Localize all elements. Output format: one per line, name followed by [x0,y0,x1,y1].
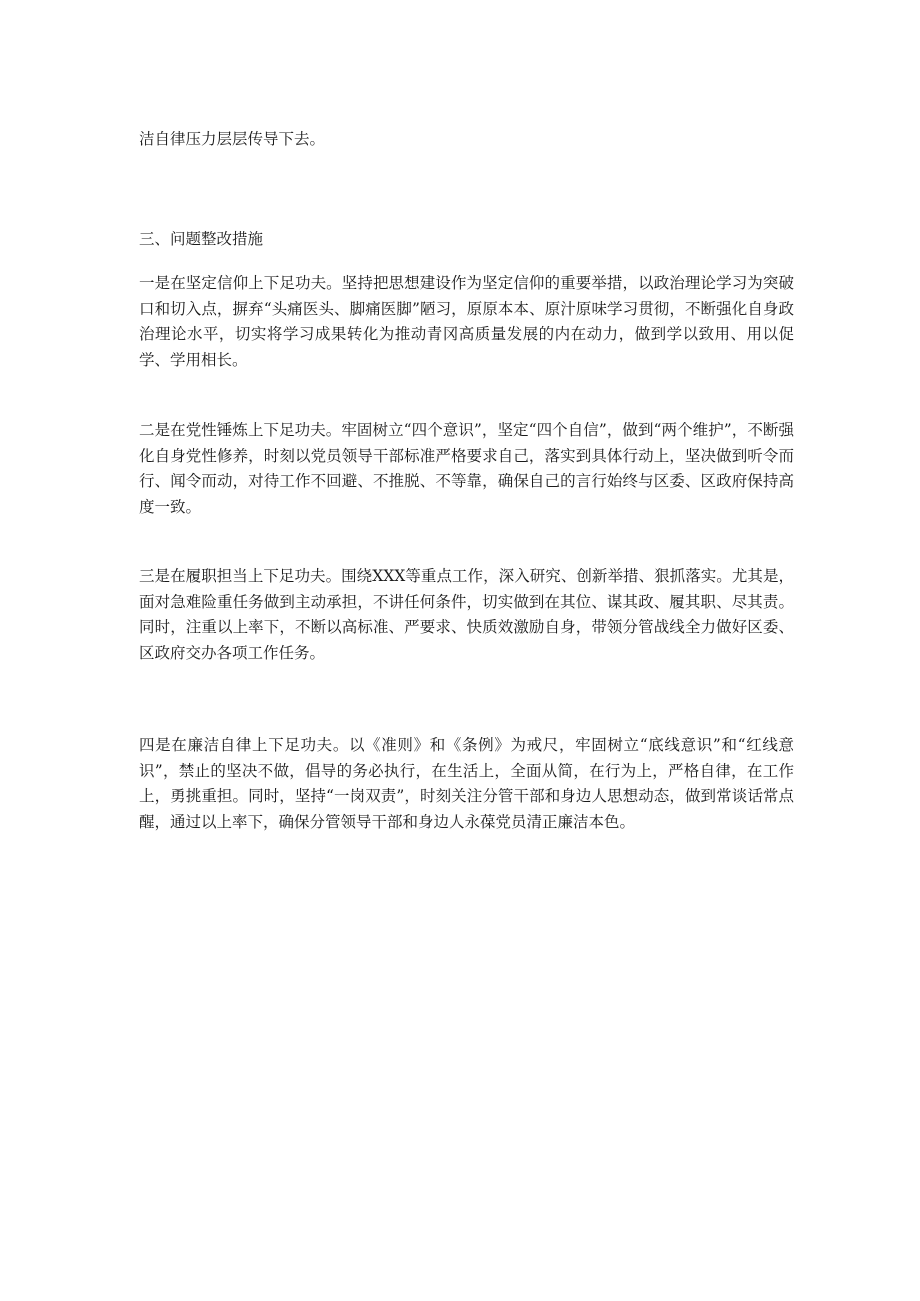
continuation-text: 洁自律压力层层传导下去。 [139,130,326,148]
section-heading: 三、问题整改措施 [139,230,264,248]
paragraph-3: 三是在履职担当上下足功夫。围绕XXX等重点工作，深入研究、创新举措、狠抓落实。尤其是，面对急难险重任务做到主动承担，不讲任何条件，切实做到在其位、谋其政、履其职、尽其责。同时，注重以上率下，不断以高标准、严要求、快质效激励自身，带领分管战线全力做好区委、区政府交办各项工作任务。 [139,567,794,662]
paragraph-4: 四是在廉洁自律上下足功夫。以《准则》和《条例》为戒尺，牢固树立“底线意识”和“红线意识”，禁止的坚决不做，倡导的务必执行，在生活上，全面从简，在行为上，严格自律，在工作上，勇挑重担。同时，坚持“一岗双责”，时刻关注分管干部和身边人思想动态，做到常谈话常点醒，通过以上率下，确保分管领导干部和身边人永葆党员清正廉洁本色。 [139,736,794,831]
paragraph-1: 一是在坚定信仰上下足功夫。坚持把思想建设作为坚定信仰的重要举措，以政治理论学习为突破口和切入点，摒弃“头痛医头、脚痛医脚”陋习，原原本本、原汁原味学习贯彻，不断强化自身政治理论水平，切实将学习成果转化为推动青冈高质量发展的内在动力，做到学以致用、用以促学、学用相长。 [139,274,794,369]
paragraph-2: 二是在党性锤炼上下足功夫。牢固树立“四个意识”，坚定“四个自信”，做到“两个维护”，不断强化自身党性修养，时刻以党员领导干部标准严格要求自己，落实到具体行动上，坚决做到听令而行、闻令而动，对待工作不回避、不推脱、不等靠，确保自己的言行始终与区委、区政府保持高度一致。 [139,421,794,516]
